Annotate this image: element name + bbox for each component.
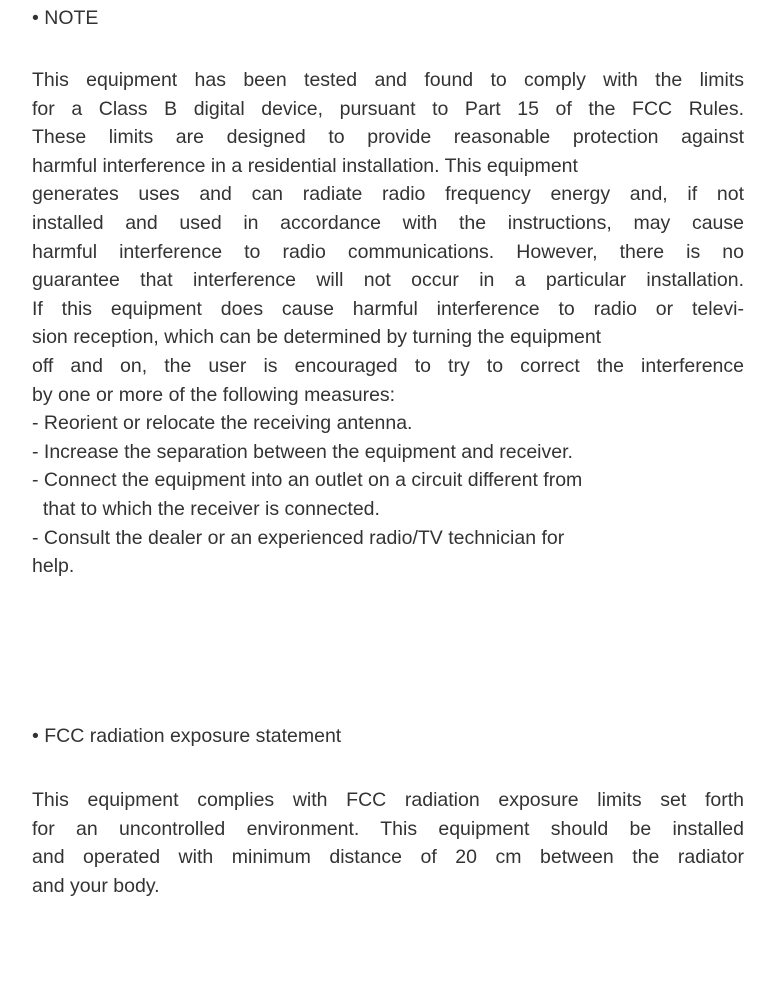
note-line: installed and used in accordance with the instructions, may cause <box>32 211 744 234</box>
note-line: These limits are designed to provide reasonable protection against <box>32 126 744 149</box>
note-line: generates uses and can radiate radio frequency energy and, if not <box>32 183 744 206</box>
note-line: by one or more of the following measures: <box>32 383 396 406</box>
radiation-line: and your body. <box>32 874 160 897</box>
note-line: sion reception, which can be determined by turning the equipment <box>32 326 602 349</box>
note-line: off and on, the user is encouraged to try to correct the interference <box>32 354 744 377</box>
radiation-line: This equipment complies with FCC radiation exposure limits set forth <box>32 789 744 811</box>
measure-item: - Connect the equipment into an outlet on a circuit different from <box>32 469 583 492</box>
note-line: guarantee that interference will not occur in a particular installation. <box>32 269 744 292</box>
note-body <box>32 66 744 581</box>
radiation-line: and operated with minimum distance of 20 cm between the radiator <box>32 846 744 869</box>
note-line: harmful interference in a residential installation. This equipment <box>32 154 578 177</box>
measure-item-continuation: that to which the receiver is connected. <box>32 497 380 520</box>
radiation-line: for an uncontrolled environment. This equipment should be installed <box>32 817 744 840</box>
measure-item-continuation: help. <box>32 555 75 578</box>
measure-item: - Reorient or relocate the receiving antenna. <box>32 412 413 435</box>
radiation-body <box>32 786 744 900</box>
note-line: If this equipment does cause harmful interference to radio or televi- <box>32 297 744 320</box>
measure-item: - Consult the dealer or an experienced radio/TV technician for <box>32 526 565 549</box>
note-line: for a Class B digital device, pursuant to Part 15 of the FCC Rules. <box>32 97 744 120</box>
radiation-heading: • FCC radiation exposure statement <box>32 725 342 747</box>
note-line: harmful interference to radio communications. However, there is no <box>32 240 744 263</box>
measure-item: - Increase the separation between the equipment and receiver. <box>32 440 573 463</box>
note-line: This equipment has been tested and found to comply with the limits <box>32 69 744 91</box>
note-heading: • NOTE <box>32 7 99 29</box>
